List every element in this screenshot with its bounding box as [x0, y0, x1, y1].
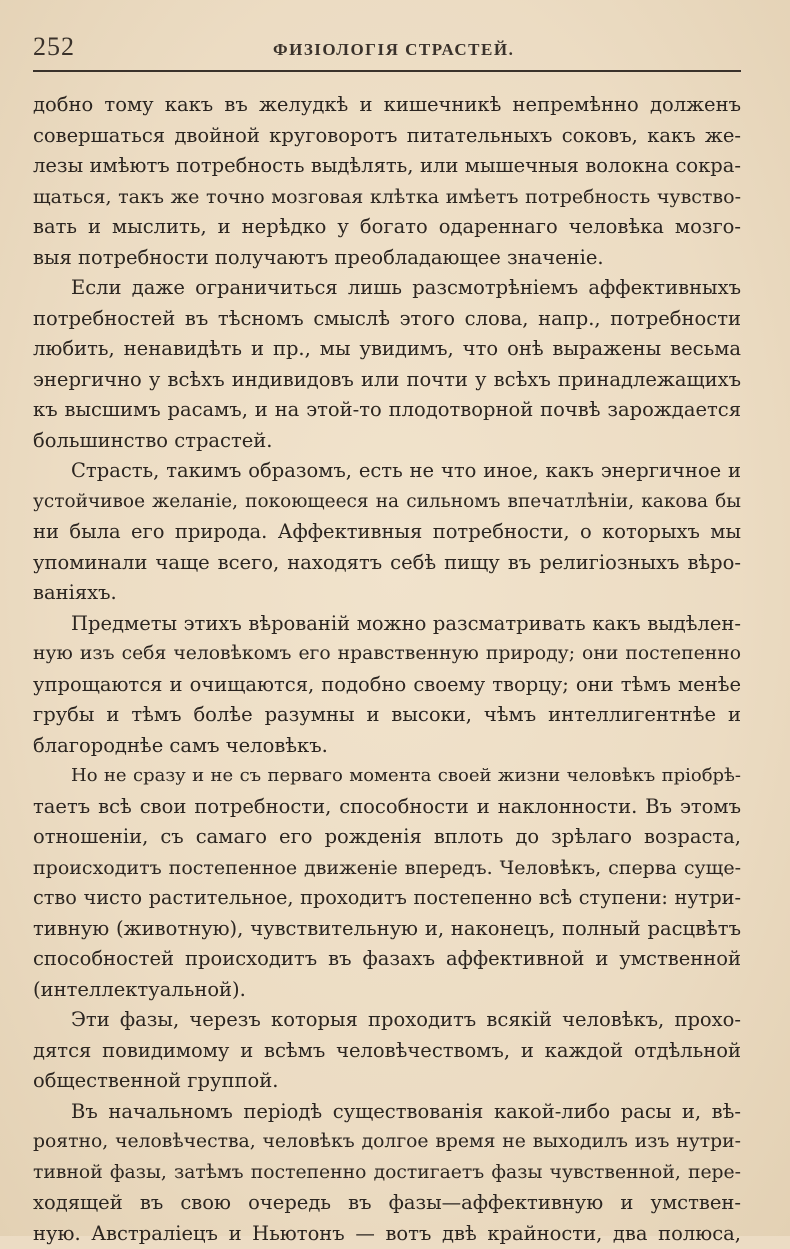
text-line: совершаться двойной круговоротъ питательныхъ соковъ, какъ же-	[33, 121, 741, 152]
text-line: (интеллектуальной).	[33, 975, 741, 1006]
text-line: Страсть, такимъ образомъ, есть не что иное, какъ энергичное и	[33, 456, 741, 487]
text-line: роятно, человѣчества, человѣкъ долгое время не выходилъ изъ нутри-	[33, 1127, 741, 1158]
text-line: къ высшимъ расамъ, и на этой-то плодотворной почвѣ зарождается	[33, 395, 741, 426]
body-text	[33, 90, 741, 1249]
text-line: выя потребности получаютъ преобладающее значеніе.	[33, 243, 741, 274]
text-line: ни была его природа. Аффективныя потребности, о которыхъ мы	[33, 517, 741, 548]
text-line: потребностей въ тѣсномъ смыслѣ этого слова, напр., потребности	[33, 304, 741, 335]
text-line: отношеніи, съ самаго его рожденія вплоть до зрѣлаго возраста,	[33, 822, 741, 853]
text-line: способностей происходитъ въ фазахъ аффективной и умственной	[33, 944, 741, 975]
text-line: ную. Австраліецъ и Ньютонъ — вотъ двѣ крайности, два полюса,	[33, 1219, 741, 1249]
text-line: вать и мыслить, и нерѣдко у богато одареннаго человѣка мозго-	[33, 212, 741, 243]
text-line: Въ начальномъ періодѣ существованія какой-либо расы и, вѣ-	[33, 1097, 741, 1128]
header-rule	[33, 70, 741, 72]
text-line: грубы и тѣмъ болѣе разумны и высоки, чѣмъ интеллигентнѣе и	[33, 700, 741, 731]
text-line: дятся повидимому и всѣмъ человѣчествомъ, и каждой отдѣльной	[33, 1036, 741, 1067]
text-line: общественной группой.	[33, 1066, 741, 1097]
text-line: Предметы этихъ вѣрованій можно разсматривать какъ выдѣлен-	[33, 609, 741, 640]
text-line: лезы имѣютъ потребность выдѣлять, или мышечныя волокна сокра-	[33, 151, 741, 182]
text-line: устойчивое желаніе, покоющееся на сильномъ впечатлѣніи, какова бы	[33, 487, 741, 518]
text-line: добно тому какъ въ желудкѣ и кишечникѣ непремѣнно долженъ	[33, 90, 741, 121]
text-line: тивной фазы, затѣмъ постепенно достигаетъ фазы чувственной, пере-	[33, 1158, 741, 1189]
text-line: Если даже ограничиться лишь разсмотрѣніемъ аффективныхъ	[33, 273, 741, 304]
text-line: благороднѣе самъ человѣкъ.	[33, 731, 741, 762]
text-line: упоминали чаще всего, находятъ себѣ пищу въ религіозныхъ вѣро-	[33, 548, 741, 579]
text-line: ходящей въ свою очередь въ фазы—аффективную и умствен-	[33, 1188, 741, 1219]
page-header	[33, 30, 741, 70]
text-line: тивную (животную), чувствительную и, наконецъ, полный расцвѣтъ	[33, 914, 741, 945]
text-line: Но не сразу и не съ перваго момента своей жизни человѣкъ пріобрѣ-	[33, 761, 741, 792]
text-line: ную изъ себя человѣкомъ его нравственную природу; они постепенно	[33, 639, 741, 670]
page-number: 252	[33, 32, 75, 62]
running-title: ФИЗІОЛОГІЯ СТРАСТЕЙ.	[273, 40, 514, 60]
text-line: Эти фазы, черезъ которыя проходитъ всякій человѣкъ, прохо-	[33, 1005, 741, 1036]
text-line: большинство страстей.	[33, 426, 741, 457]
text-line: щаться, такъ же точно мозговая клѣтка имѣетъ потребность чувство-	[33, 182, 741, 213]
text-line: любить, ненавидѣть и пр., мы увидимъ, что онѣ выражены весьма	[33, 334, 741, 365]
text-line: энергично у всѣхъ индивидовъ или почти у всѣхъ принадлежащихъ	[33, 365, 741, 396]
text-line: ство чисто растительное, проходитъ постепенно всѣ ступени: нутри-	[33, 883, 741, 914]
text-line: таетъ всѣ свои потребности, способности и наклонности. Въ этомъ	[33, 792, 741, 823]
text-line: происходитъ постепенное движеніе впередъ. Человѣкъ, сперва суще-	[33, 853, 741, 884]
text-line: упрощаются и очищаются, подобно своему творцу; они тѣмъ менѣе	[33, 670, 741, 701]
text-line: ваніяхъ.	[33, 578, 741, 609]
